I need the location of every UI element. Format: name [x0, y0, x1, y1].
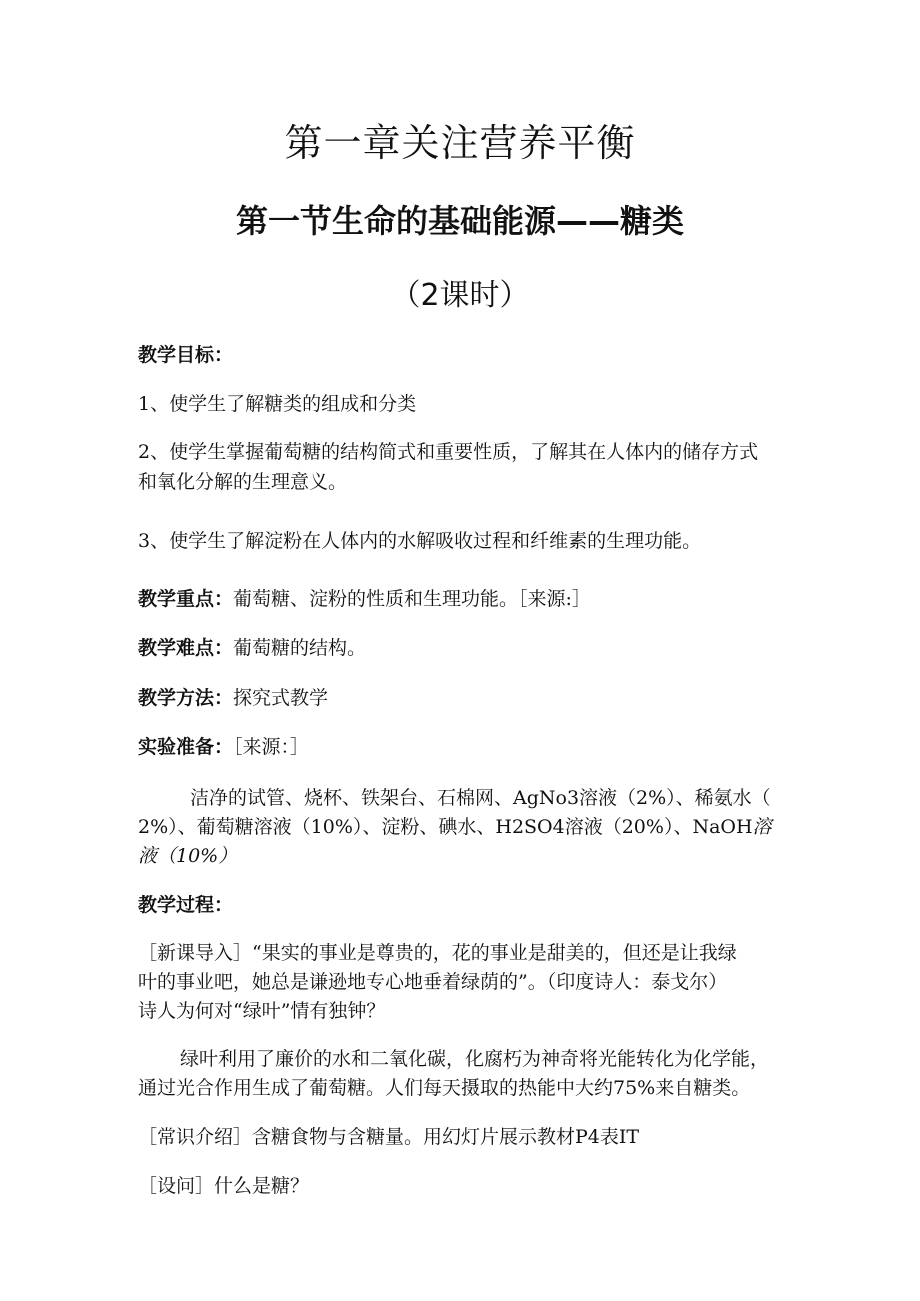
question: ［设问］什么是糖？: [138, 1175, 310, 1197]
intro-line-2: 叶的事业吧，她总是谦逊地专心地垂着绿荫的”。（印度诗人：泰戈尔）: [138, 971, 728, 993]
preparation-text: ［来源：］: [233, 736, 310, 758]
goal-3: 3、使学生了解淀粉在人体内的水解吸收过程和纤维素的生理功能。: [138, 530, 702, 552]
leaf-line-2: 通过光合作用生成了葡萄糖。人们每天摄取的热能中大约75%来自糖类。: [138, 1077, 751, 1099]
method-text: 探究式教学: [233, 687, 329, 709]
intro-line-3: 诗人为何对“绿叶”情有独钟？: [138, 1000, 386, 1022]
materials-line-2: [138, 812, 772, 842]
materials-line-2-italic: 溶: [752, 816, 772, 838]
difficulty: [138, 633, 366, 663]
goal-1: 1、使学生了解糖类的组成和分类: [138, 393, 417, 415]
section-title: 第一节生命的基础能源——糖类: [235, 202, 684, 240]
goal-2-line-2: 和氧化分解的生理意义。: [138, 471, 348, 493]
materials-line-1: 洁净的试管、烧杯、铁架台、石棉网、AgNo3溶液（2%）、稀氨水（: [190, 787, 771, 809]
method-label: 教学方法：: [138, 687, 234, 709]
leaf-line-1: 绿叶利用了廉价的水和二氧化碳，化腐朽为神奇将光能转化为化学能，: [180, 1048, 770, 1070]
process-label: 教学过程：: [138, 894, 234, 916]
intro-line-1: ［新课导入］“果实的事业是尊贵的，花的事业是甜美的，但还是让我绿: [138, 942, 737, 964]
materials-line-3: 液（10%）: [138, 845, 238, 867]
difficulty-label: 教学难点：: [138, 637, 234, 659]
chapter-title: 第一章关注营养平衡: [284, 121, 636, 165]
preparation: [138, 732, 309, 762]
preparation-label: 实验准备：: [138, 736, 234, 758]
materials-line-2-text: 2%）、葡萄糖溶液（10%）、淀粉、碘水、H2SO4溶液（20%）、NaOH: [138, 816, 753, 838]
period-note: （2课时）: [390, 278, 530, 313]
common-knowledge: ［常识介绍］含糖食物与含糖量。用幻灯片展示教材P4表IT: [138, 1126, 640, 1148]
goals-label: 教学目标：: [138, 344, 234, 366]
goal-2-line-1: 2、使学生掌握葡萄糖的结构简式和重要性质，了解其在人体内的储存方式: [138, 441, 759, 463]
key-label: 教学重点：: [138, 588, 234, 610]
method: [138, 683, 328, 713]
difficulty-text: 葡萄糖的结构。: [233, 637, 367, 659]
key-point: [138, 584, 591, 614]
key-text: 葡萄糖、淀粉的性质和生理功能。［来源:］: [233, 588, 591, 610]
